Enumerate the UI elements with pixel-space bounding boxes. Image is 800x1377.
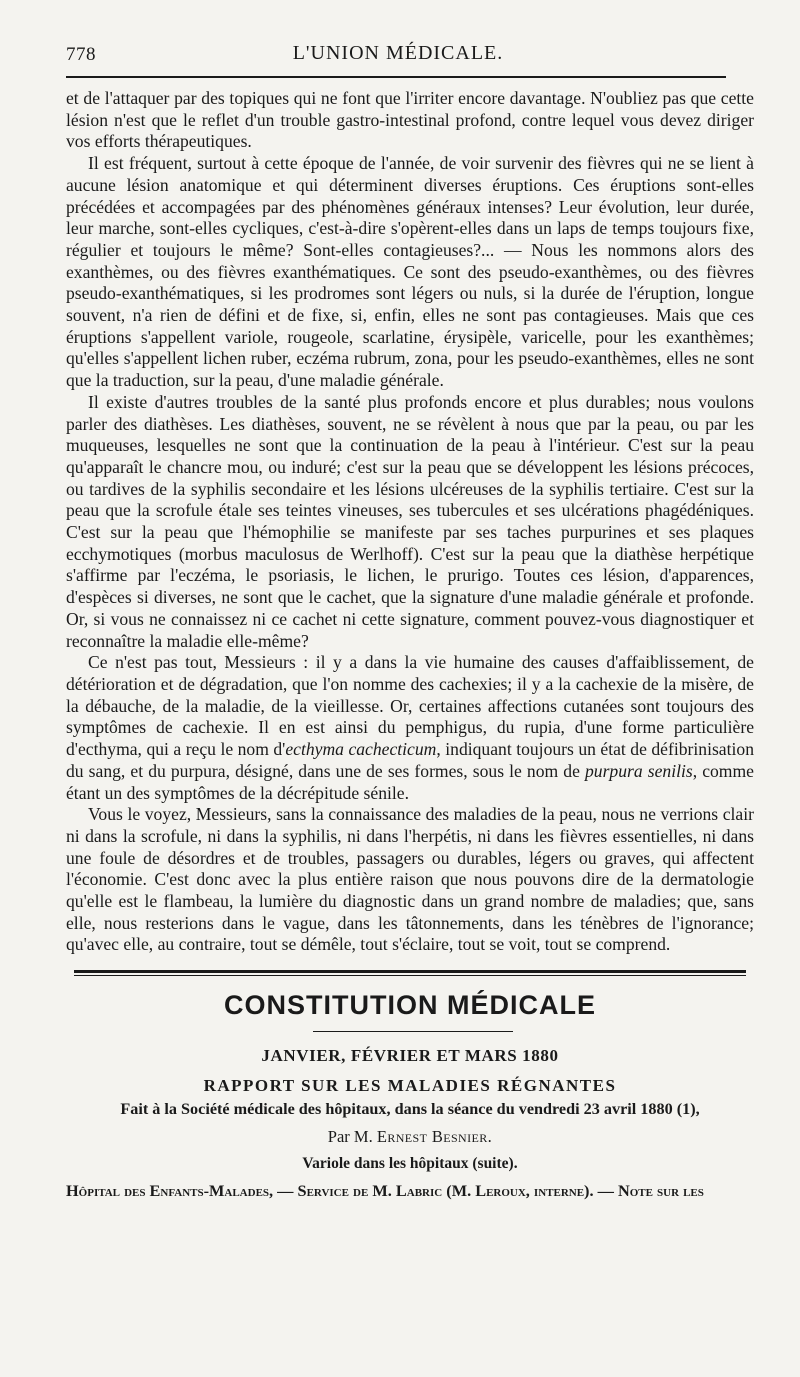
paragraph-4-part-a: Ce n'est pas tout, Messieurs : il y a dans la vie humaine des causes d'affaiblissement, de détérioration et de dégradation, que l'on nomme des cachexies; il y a la cachexie de la misère, de la débauche, de la maladie, de la vieillesse. Or, certaines affections cutanées sont toujours des symptômes de cachexie. Il en est ainsi du pemphigus, du rupia, d'une forme particulière d'ecthyma, qui a reçu le nom d' <box>66 652 754 760</box>
page-number: 778 <box>66 44 96 65</box>
report-subtitle: Fait à la Société médicale des hôpitaux, dans la séance du vendredi 23 avril 1880 (1), <box>120 1100 700 1119</box>
paragraph-4 <box>66 652 754 804</box>
subsection-heading: Variole dans les hôpitaux (suite). <box>302 1155 518 1173</box>
title-underline <box>313 1031 513 1032</box>
hospital-service-line: Hôpital des Enfants-Malades, — Service de M. Labric (M. Leroux, interne). — Note sur les <box>66 1181 704 1201</box>
italic-purpura-senilis: purpura senilis <box>584 760 693 781</box>
italic-ecthyma-cachecticum: ecthyma cachecticum <box>285 739 437 760</box>
paragraph-4-part-c: , comme étant un des symptômes de la décrépitude sénile. <box>66 760 754 803</box>
report-title: RAPPORT SUR LES MALADIES RÉGNANTES <box>203 1076 617 1096</box>
paragraph-2: Il est fréquent, surtout à cette époque de l'année, de voir survenir des fièvres qui ne se lient à aucune lésion anatomique et qui déterminent diverses éruptions. Ces éruptions sont-elles précédées et accompagées par des phénomènes généraux intenses? Leur évolution, leur durée, leur marche, sont-elles cycliques, c'est-à-dire s'opèrent-elles dans un laps de temps toujours fixe, régulier et toujours le même? Sont-elles contagieuses?... — Nous les nommons alors des exanthèmes, ou des fièvres exanthématiques. Ce sont des pseudo-exanthèmes, ou des fièvres pseudo-exanthématiques, si les prodromes sont légers ou nuls, si la durée de l'éruption, longue souvent, n'a rien de défini et de fixe, si, enfin, elles ne sont pas contagieuses. Mais que ces éruptions s'appellent variole, rougeole, scarlatine, érysipèle, varicelle, pour les exanthèmes; qu'elles s'appellent lichen ruber, eczéma rubrum, zona, pour les pseudo-exanthèmes, elles ne sont que la traduction, sur la peau, d'une maladie générale. <box>66 153 754 391</box>
author-prefix: Par M. <box>327 1127 373 1147</box>
journal-title: L'UNION MÉDICALE. <box>292 42 504 64</box>
paragraph-5: Vous le voyez, Messieurs, sans la connaissance des maladies de la peau, nous ne verrions clair ni dans la scrofule, ni dans la syphilis, ni dans l'herpétis, ni dans les fièvres essentielles, ni dans une foule de désordres et de troubles, passagers ou durables, légers ou graves, qui affectent l'économie. C'est donc avec la plus entière raison que nous pouvons dire de la dermatologie qu'elle est le flambeau, la lumière du diagnostic dans un grand nombre de maladies; que, sans elle, nous resterions dans le vague, dans les tâtonnements, dans les ténèbres de l'ignorance; qu'avec elle, au contraire, tout se démêle, tout s'éclaire, tout se voit, tout se comprend. <box>66 804 754 955</box>
paragraph-4-part-b: , indiquant toujours un état de défibrinisation du sang, et du purpura, désigné, dans une de ses formes, sous le nom de <box>66 739 754 781</box>
report-author <box>66 1127 754 1147</box>
header-rule <box>66 76 726 78</box>
paragraph-1: et de l'attaquer par des topiques qui ne font que l'irriter encore davantage. N'oubliez pas que cette lésion n'est que le reflet d'un trouble gastro-intestinal profond, contre lequel vous devez diriger vos efforts thérapeutiques. <box>66 88 754 152</box>
report-dates: JANVIER, FÉVRIER ET MARS 1880 <box>261 1046 559 1066</box>
paragraph-3: Il existe d'autres troubles de la santé plus profonds encore et plus durables; nous voulons parler des diathèses. Les diathèses, souvent, ne se révèlent à nous que par la peau, ou par les muqueuses, lesquelles ne sont que la continuation de la peau à l'intérieur. C'est sur la peau qu'apparaît le chancre mou, ou induré; c'est sur la peau que se développent les lésions précoces, ou tardives de la syphilis secondaire et les lésions ulcéreuses de la syphilis tertiaire. C'est sur la peau que la scrofule étale ses teintes vineuses, ses tubercules et ses ulcérations phagédéniques. C'est sur la peau que l'hémophilie se manifeste par ses taches purpurines et ses plaques ecchymotiques (morbus maculosus de Werlhoff). C'est sur la peau que la diathèse herpétique s'affirme par l'eczéma, le psoriasis, le lichen, le prurigo. Toutes ces lésion, d'apparences, d'espèces si diverses, ne sont que le cachet, que la signature d'une maladie générale et profonde. Or, si vous ne connaissez ni ce cachet ni cette signature, comment pouvez-vous diagnostiquer et reconnaître la maladie elle-même? <box>66 391 754 651</box>
section-divider <box>74 970 746 976</box>
author-name: Ernest Besnier. <box>376 1127 493 1147</box>
section-title: CONSTITUTION MÉDICALE <box>224 990 596 1021</box>
running-header <box>66 38 760 76</box>
article-body <box>66 88 754 956</box>
